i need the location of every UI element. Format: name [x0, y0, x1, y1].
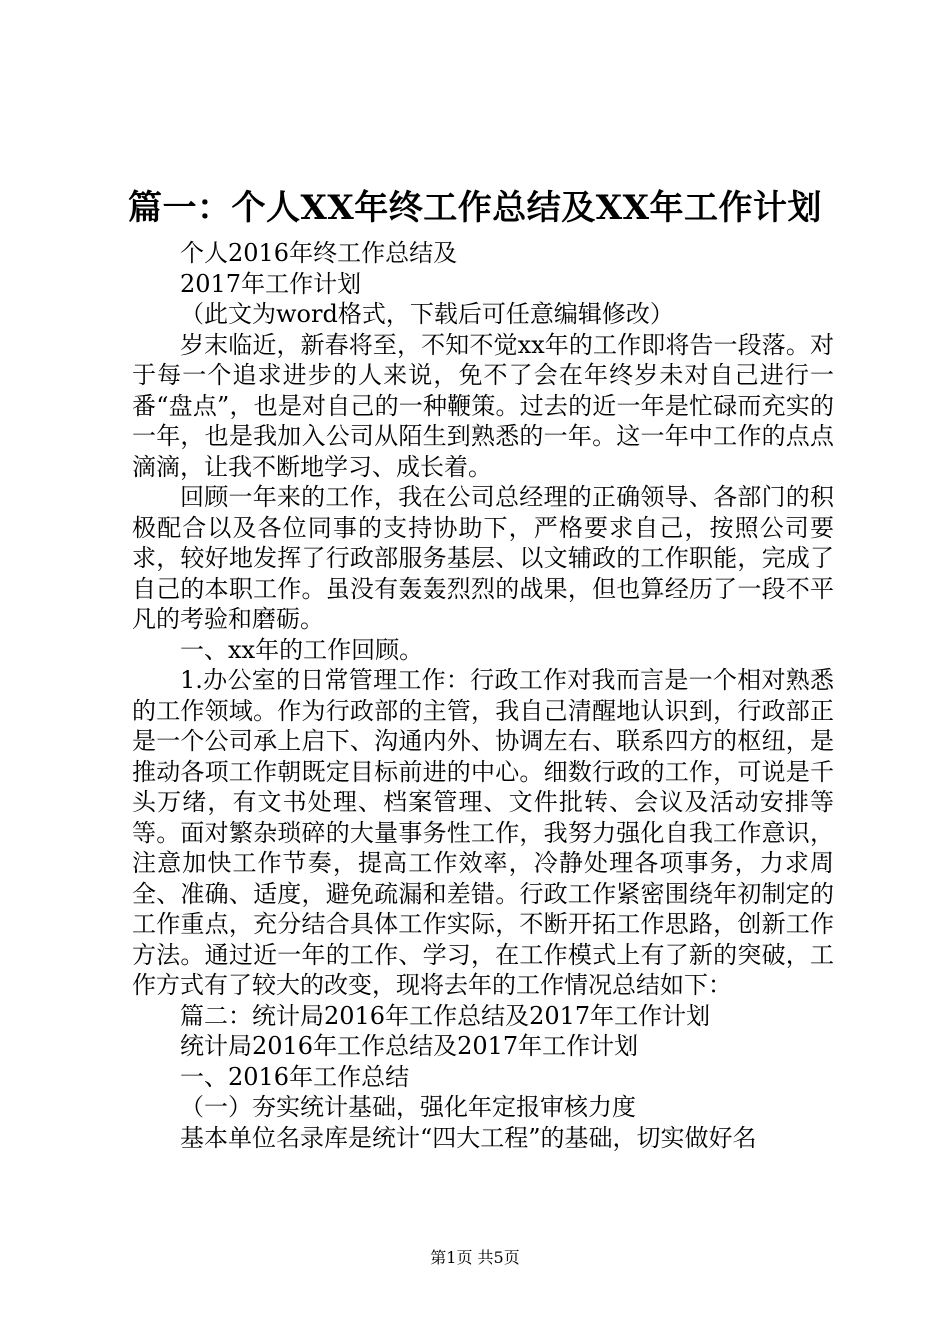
section-heading-part-two: 篇二：统计局2016年工作总结及2017年工作计划 [180, 1001, 711, 1030]
paragraph-part-two-title: 统计局2016年工作总结及2017年工作计划 [180, 1032, 639, 1060]
paragraph-format-note: （此文为word格式，下载后可任意编辑修改） [180, 300, 674, 328]
page-footer: 第1页 共5页 [430, 1248, 520, 1267]
subsection-heading-foundation: （一）夯实统计基础，强化年定报审核力度 [180, 1093, 636, 1121]
paragraph-subtitle-line-1: 个人2016年终工作总结及 [180, 239, 458, 267]
paragraph-directory: 基本单位名录库是统计“四大工程”的基础，切实做好名 [180, 1123, 757, 1152]
paragraph-office-management: 1.办公室的日常管理工作：行政工作对我而言是一个相对熟悉的工作领域。作为行政部的主管，我自己清醒地认识到，行政部正是一个公司承上启下、沟通内外、协调左右、联系四方的枢纽，是推动各项工作朝既定目标前进的中心。细数行政的工作，可说是千头万绪，有文书处理、档案管理、文件批转、会议及活动安排等等。面对繁杂琐碎的大量事务性工作，我努力强化自我工作意识，注意加快工作节奏，提高工作效率，冷静处理各项事务，力求周全、准确、适度，避免疏漏和差错。行政工作紧密围绕年初制定的工作重点，充分结合具体工作实际，不断开拓工作思路，创新工作方法。通过近一年的工作、学习，在工作模式上有了新的突破，工作方式有了较大的改变，现将去年的工作情况总结如下： [132, 666, 834, 999]
paragraph-subtitle-line-2: 2017年工作计划 [180, 269, 362, 298]
document-body [132, 238, 834, 1153]
paragraph-review: 回顾一年来的工作，我在公司总经理的正确领导、各部门的积极配合以及各位同事的支持协助下，严格要求自己，按照公司要求，较好地发挥了行政部服务基层、以文辅政的工作职能，完成了自己的本职工作。虽没有轰轰烈烈的战果，但也算经历了一段不平凡的考验和磨砺。 [132, 483, 834, 633]
section-heading-work-review: 一、xx年的工作回顾。 [180, 635, 424, 664]
paragraph-intro: 岁末临近，新春将至，不知不觉xx年的工作即将告一段落。对于每一个追求进步的人来说，免不了会在年终岁未对自己进行一番“盘点”，也是对自己的一种鞭策。过去的近一年是忙碌而充实的一年，也是我加入公司从陌生到熟悉的一年。这一年中工作的点点滴滴，让我不断地学习、成长着。 [132, 330, 834, 481]
section-heading-2016-summary: 一、2016年工作总结 [180, 1062, 410, 1091]
document-title: 篇一：个人XX年终工作总结及XX年工作计划 [127, 188, 823, 228]
